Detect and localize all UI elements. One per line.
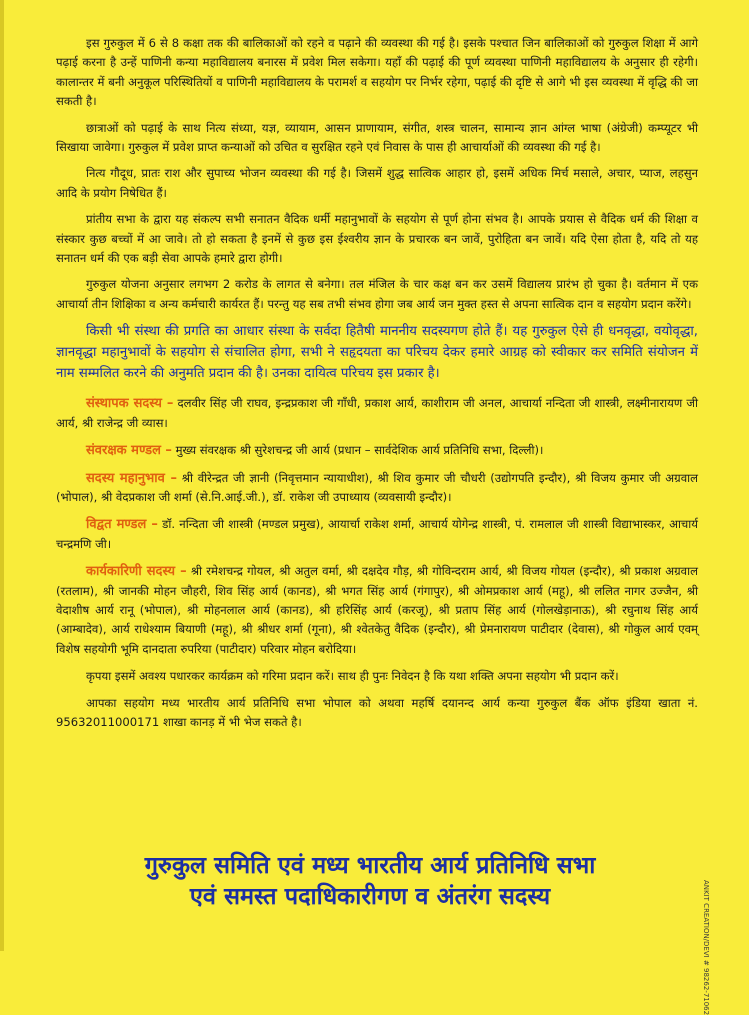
section-label: विद्वत मण्डल – [86, 517, 158, 533]
section-label: कार्यकारिणी सदस्य – [86, 564, 187, 580]
closing-request: कृपया इसमें अवश्य पधारकर कार्यक्रम को गरिमा प्रदान करें। साथ ही पुनः निवेदन है कि यथा शक्ति अपना सहयोग भी प्रदान करें। [86, 669, 619, 684]
section-label: सदस्य महानुभाव – [86, 470, 177, 486]
section-executive [56, 562, 698, 659]
paragraph-girls-education: इस गुरुकुल में 6 से 8 कक्षा तक की बालिकाओं को रहने व पढ़ाने की व्यवस्था की गई है। इसके पश्चात जिन बालिकाओं को गुरुकुल शिक्षा में आगे पढ़ाई करना है उन्हें पाणिनी कन्या महाविद्यालय बनारस में प्रवेश मिल सकेगा। यहाँ की पढ़ाई की पूर्ण व्यवस्था पाणिनी महाविद्यालय के अनुसार ही रहेगी। कालान्तर में बनी अनुकूल परिस्थितियों व पाणिनी महाविद्यालय के परामर्श व सहयोग पर निर्भर रहेगा, पढ़ाई की दृष्टि से आगे भी इस व्यवस्था में वृद्धि की जा सकती है। [56, 36, 698, 109]
closing-bank-details: आपका सहयोग मध्य भारतीय आर्य प्रतिनिधि सभा भोपाल को अथवा महर्षि दयानन्द आर्य कन्या गुरुकुल बैंक ऑफ इंडिया खाता नं. 95632011000171 शाखा कानड़ में भी भेज सकते है। [56, 695, 698, 729]
paragraph-cost: गुरुकुल योजना अनुसार लगभग 2 करोड के लागत से बनेगा। तल मंजिल के चार कक्ष बन कर उसमें विद्यालय प्रारंभ हो चुका है। वर्तमान में एक आचार्या तीन शिक्षिका व अन्य कर्मचारी कार्यरत हैं। परन्तु यह सब तभी संभव होगा जब आर्य जन मुक्त हस्त से अपना सात्विक दान व सहयोग प्रदान करेंगे। [56, 277, 698, 311]
section-patrons [56, 441, 698, 460]
section-text: श्री वीरेन्द्रत जी ज्ञानी (निवृत्तमान न्यायाधीश), श्री शिव कुमार जी चौधरी (उद्योगपति इन्दौर), श्री विजय कुमार जी अग्रवाल (भोपाल), श्री वेदप्रकाश जी शर्मा (से.नि.आई.जी.), डॉ. राकेश जी उपाध्याय (व्यवसायी इन्दौर)। [56, 470, 698, 504]
section-scholars [56, 515, 698, 554]
paragraph-food: नित्य गौदूध, प्रातः राश और सुपाच्य भोजन व्यवस्था की गई है। जिसमें शुद्ध सात्विक आहार हो, इसमें अधिक मिर्च मसाले, अचार, प्याज, लहसुन आदि के प्रयोग निषेधित हैं। [56, 166, 698, 200]
footer-line-1: गुरुकुल समिति एवं मध्य भारतीय आर्य प्रतिनिधि सभा [144, 851, 596, 879]
page-edge [0, 0, 4, 951]
section-founders [56, 394, 698, 433]
section-label: संस्थापक सदस्य – [86, 396, 174, 412]
printer-credit: ANKIT CREATION/DEVI # 98262-71062 [702, 880, 710, 1015]
highlight-paragraph: किसी भी संस्था की प्रगति का आधार संस्था के सर्वदा हितैषी माननीय सदस्यगण होते हैं। यह गुरुकुल ऐसे ही धनवृद्धा, वयोवृद्धा, ज्ञानवृद्धा महानुभावों के सहयोग से संचालित होगा, सभी ने सहृदयता का परिचय देकर हमारे आग्रह को स्वीकार कर समिति संयोजन में नाम सम्मलित करने की अनुमति प्रदान की है। उनका दायित्व परिचय इस प्रकार है। [56, 324, 698, 382]
section-text: डॉ. नन्दिता जी शास्त्री (मण्डल प्रमुख), आयार्चा राकेश शर्मा, आचार्य योगेन्द्र शास्त्री, पं. रामलाल जी शास्त्री विद्याभास्कर, आचार्य चन्द्रमणि जी। [56, 517, 699, 551]
footer-line-2: एवं समस्त पदाधिकारीगण व अंतरंग सदस्य [189, 882, 551, 910]
paragraph-curriculum: छात्राओं को पढ़ाई के साथ नित्य संध्या, यज्ञ, व्यायाम, आसन प्राणायाम, संगीत, शस्त्र चालन, सामान्य ज्ञान आंग्ल भाषा (अंग्रेजी) कम्प्यूटर भी सिखाया जावेगा। गुरुकुल में प्रवेश प्राप्त कन्याओं को उचित व सुरक्षित रहने एवं निवास के पास ही आचार्याओं की व्यवस्था की गई है। [56, 120, 698, 155]
footer-signature [40, 850, 700, 912]
section-text: श्री रमेशचन्द्र गोयल, श्री अतुल वर्मा, श्री दक्षदेव गौड़, श्री गोविन्दराम आर्य, श्री विजय गोयल (इन्दौर), श्री प्रकाश अग्रवाल (रतलाम), श्री जानकी मोहन जौहरी, शिव सिंह आर्य (कानड), श्री भगत सिंह आर्य (गंगापुर), श्री ओमप्रकाश आर्य (महू), श्री ललित नागर उज्जैन, श्री वेदाशीष आर्य रानू (भोपाल), श्री मोहनलाल आर्य (कानड), श्री हरिसिंह आर्य (करजू), श्री प्रताप सिंह आर्य (गोलखेड़ानाऊ), श्री रघुनाथ सिंह आर्य (आम्बादेव), आर्य राधेश्याम बियाणी (महू), श्री श्रीधर शर्मा (गूना), श्री श्वेतकेतु वैदिक (इन्दौर), श्री प्रेमनारायण पाटीदार (देवास), श्री गोकुल आर्य एवम् विशेष सहयोगी भूमि दानदाता रुपरिया (पाटीदार) परिवार मोहन बरोदिया। [56, 564, 698, 656]
section-members [56, 469, 698, 508]
paragraph-resolution: प्रांतीय सभा के द्वारा यह संकल्प सभी सनातन वैदिक धर्मी महानुभावों के सहयोग से पूर्ण होना संभव है। आपके प्रयास से वैदिक धर्म की शिक्षा व संस्कार कुछ बच्चों में आ जावे। तो हो सकता है इनमें से कुछ इस ईश्वरीय ज्ञान के प्रचारक बन जावें, पुरोहिता बन जावें। यदि ऐसा होता है, यदि तो यह सनातन धर्म की एक बड़ी सेवा आपके हमारे द्वारा होगी। [56, 212, 698, 266]
section-text: दलवीर सिंह जी राघव, इन्द्रप्रकाश जी गाँधी, प्रकाश आर्य, काशीराम जी अनल, आचार्या नन्दिता जी शास्त्री, लक्ष्मीनारायण जी आर्य, श्री राजेन्द्र जी व्यास। [56, 396, 699, 430]
section-label: संवरक्षक मण्डल – [86, 443, 172, 459]
document-body [56, 34, 698, 739]
section-text: मुख्य संवरक्षक श्री सुरेशचन्द्र जी आर्य (प्रधान – सार्वदेशिक आर्य प्रतिनिधि सभा, दिल्ली)। [171, 443, 544, 458]
